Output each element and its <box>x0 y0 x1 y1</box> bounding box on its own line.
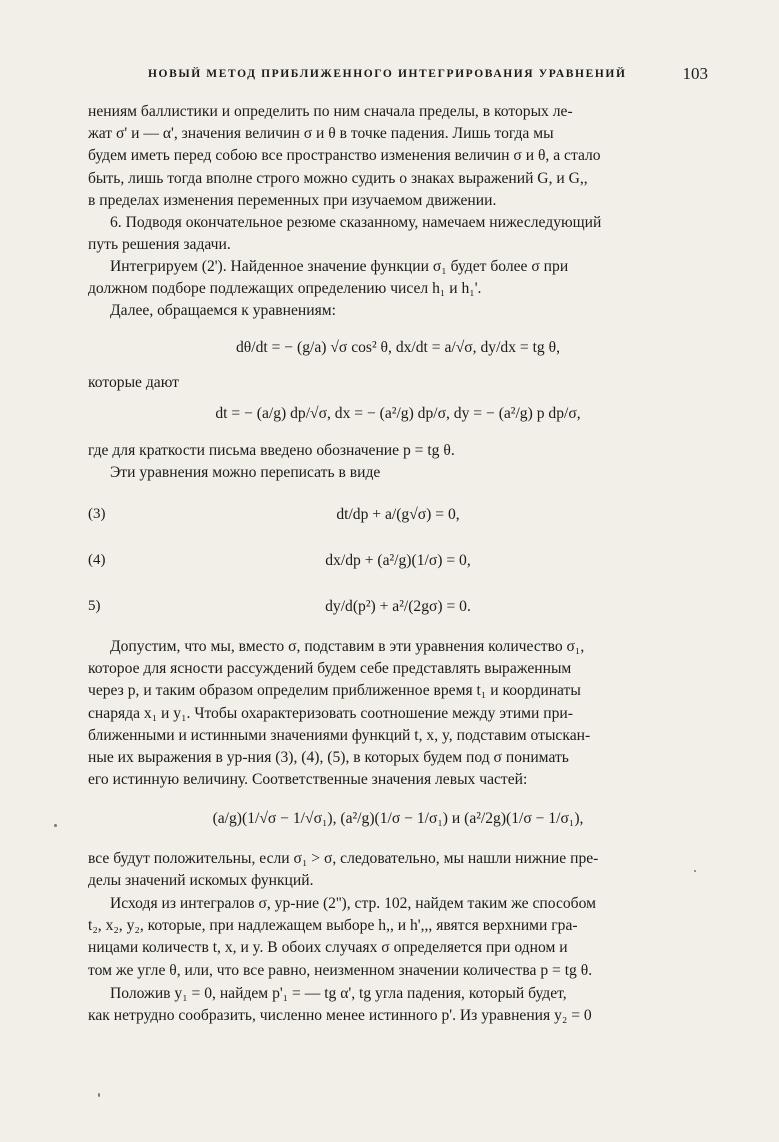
text-line: t₂, x₂, y₂, которые, при надлежащем выборе h,, и h',,, явятся верхними гра- <box>88 917 578 935</box>
equation-a-formula: dθ/dt = − (g/a) √σ cos² θ, dx/dt = a/√σ, dy/dx = tg θ, <box>235 339 560 356</box>
text-line: Допустим, что мы, вместо σ, подставим в эти уравнения количество σ₁, <box>110 638 585 655</box>
text-line: 6. Подводя окончательное резюме сказанному, намечаем нижеследующий <box>110 214 602 231</box>
text-line: ные их выражения в ур-ния (3), (4), (5), в которых будем под σ понимать <box>88 749 569 767</box>
equation-5-formula: dy/d(p²) + a²/(2gσ) = 0. <box>325 598 471 615</box>
text-line: Эти уравнения можно переписать в виде <box>110 464 381 481</box>
text-line: жат σ' и — α', значения величин σ и θ в точке падения. Лишь тогда мы <box>88 125 554 143</box>
text-line: ближенными и истинными значениями функций t, x, y, подставим отыскан- <box>88 726 591 744</box>
paragraph-4 <box>88 300 708 322</box>
paragraph-9 <box>88 848 708 892</box>
equation-c <box>88 798 708 842</box>
paragraph-6 <box>88 440 708 462</box>
text-line: Исходя из интегралов σ, ур-ние (2''), стр. 102, найдем таким же способом <box>110 895 596 912</box>
text-line: быть, лишь тогда вполне строго можно судить о знаках выражений G, и G,, <box>88 169 588 187</box>
equation-5 <box>88 586 708 626</box>
paper-speck <box>98 1093 100 1097</box>
running-head: НОВЫЙ МЕТОД ПРИБЛИЖЕННОГО ИНТЕГРИРОВАНИЯ УРАВНЕНИЙ <box>148 68 627 80</box>
equation-3-formula: dt/dp + a/(g√σ) = 0, <box>336 506 460 523</box>
paragraph-2 <box>88 212 708 256</box>
equation-a <box>88 330 708 368</box>
text-line: том же угле θ, или, что все равно, неизменном значении количества p = tg θ. <box>88 961 593 979</box>
text-line: как нетрудно сообразить, численно менее истинного p'. Из уравнения y₂ = 0 <box>88 1007 592 1025</box>
paragraph-10 <box>88 893 708 982</box>
equation-3 <box>88 494 708 534</box>
equation-4-formula: dx/dp + (a²/g)(1/σ) = 0, <box>325 552 471 569</box>
text-line: Положив y₁ = 0, найдем p'₁ = — tg α', tg угла падения, который будет, <box>110 985 567 1002</box>
text-line: должном подборе подлежащих определению чисел h₁ и h₁'. <box>88 280 482 298</box>
equation-number: 5) <box>88 598 101 614</box>
paragraph-1 <box>88 101 708 212</box>
text-line: через p, и таким образом определим приближенное время t₁ и координаты <box>88 682 581 700</box>
page-number: 103 <box>682 64 708 83</box>
text-line: нениям баллистики и определить по ним сначала пределы, в которых ле- <box>88 103 573 120</box>
paragraph-8 <box>88 636 708 791</box>
paragraph-5 <box>88 372 708 394</box>
text-line: его истинную величину. Соответственные значения левых частей: <box>88 771 528 789</box>
paragraph-11 <box>88 983 708 1027</box>
paper-speck <box>54 824 57 827</box>
equation-b <box>88 394 708 434</box>
paragraph-3 <box>88 256 708 300</box>
text-line: путь решения задачи. <box>88 236 231 254</box>
paper-speck <box>694 870 696 872</box>
text-line: которое для ясности рассуждений будем себе представлять выраженным <box>88 660 572 678</box>
text-line: Интегрируем (2'). Найденное значение функции σ₁ будет более σ при <box>110 258 569 275</box>
equation-4 <box>88 540 708 580</box>
text-line: ницами количеств t, x, и y. В обоих случаях σ определяется при одном и <box>88 939 568 957</box>
text-line: снаряда x₁ и y₁. Чтобы охарактеризовать соотношение между этими при- <box>88 704 573 722</box>
equation-number: (4) <box>88 552 106 568</box>
paragraph-7 <box>88 462 708 484</box>
text-line: где для краткости письма введено обозначение p = tg θ. <box>88 442 455 459</box>
equation-b-formula: dt = − (a/g) dp/√σ, dx = − (a²/g) dp/σ, dy = − (a²/g) p dp/σ, <box>215 405 581 422</box>
text-line: Далее, обращаемся к уравнениям: <box>110 302 336 319</box>
text-line: будем иметь перед собою все пространство изменения величин σ и θ, а стало <box>88 147 601 165</box>
equation-number: (3) <box>88 506 106 522</box>
text-line: делы значений искомых функций. <box>88 872 314 890</box>
equation-c-formula: (a/g)(1/√σ − 1/√σ₁), (a²/g)(1/σ − 1/σ₁) и (a²/2g)(1/σ − 1/σ₁), <box>212 810 584 827</box>
text-line: которые дают <box>88 374 179 391</box>
text-line: все будут положительны, если σ₁ > σ, следовательно, мы нашли нижние пре- <box>88 850 599 867</box>
text-line: в пределах изменения переменных при изучаемом движении. <box>88 191 497 209</box>
page-header <box>148 66 708 84</box>
